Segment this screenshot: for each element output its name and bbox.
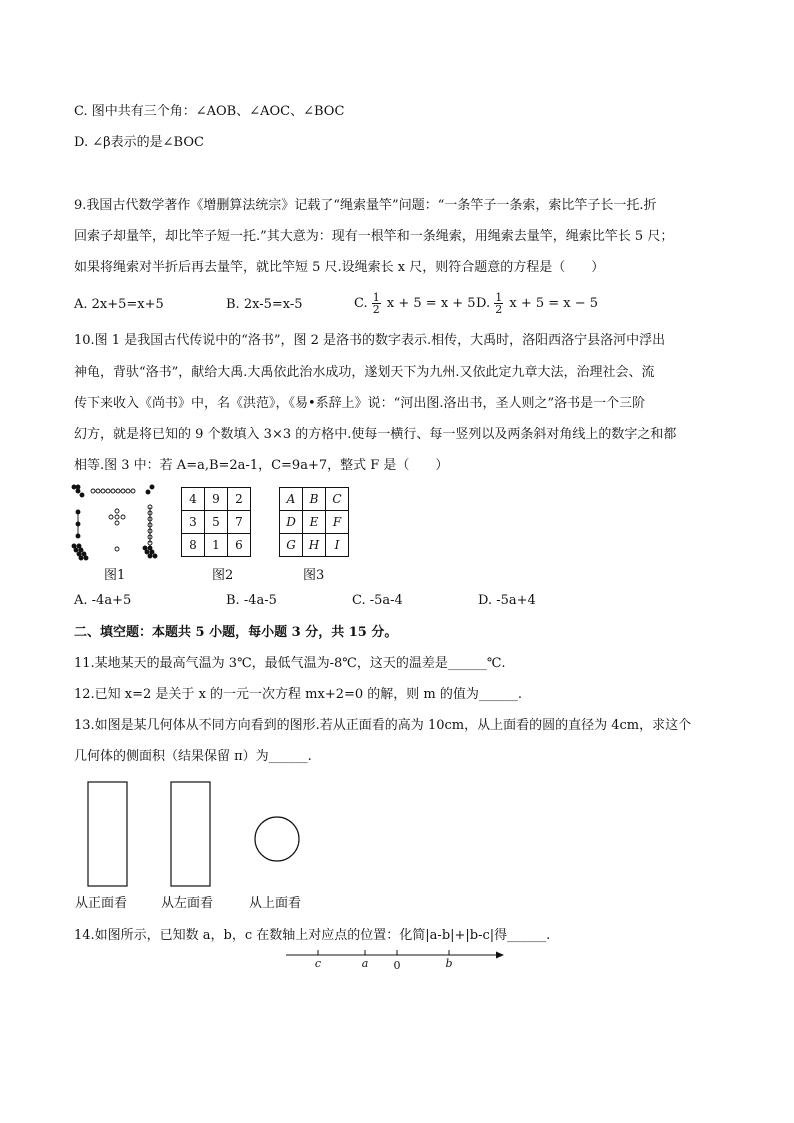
fraction-numerator: 1 [495, 291, 503, 304]
grid3-cell: A [280, 488, 303, 511]
q9-text-line3: 如果将绳索对半折后再去量竿，就比竿短 5 尺.设绳索长 x 尺，则符合题意的方程是（ ） [74, 260, 605, 275]
grid3-cell: E [303, 511, 326, 534]
q8-option-d: D. ∠β表示的是∠BOC [74, 135, 204, 150]
q9-text-line1: 9.我国古代数学著作《增删算法统宗》记载了“绳索量竿”问题：“一条竿子一条索，索比竿子长一托.折 [74, 198, 657, 213]
left-view-label: 从左面看 [161, 896, 214, 911]
grid2-cell: 7 [228, 511, 251, 534]
grid2-cell: 2 [228, 488, 251, 511]
q10-option-a: A. -4a+5 [74, 593, 132, 608]
q9-option-d-prefix: D. [476, 296, 491, 311]
grid3-cell: I [326, 534, 349, 557]
number-line-label-a: a [361, 957, 369, 970]
q9-option-b: B. 2x-5=x-5 [226, 297, 303, 312]
q13-text-line1: 13.如图是某几何体从不同方向看到的图形.若从正面看的高为 10cm，从上面看的圆的直径为 4cm，求这个 [74, 718, 692, 733]
top-view-label: 从上面看 [249, 896, 302, 911]
number-line-label-0: 0 [393, 959, 401, 972]
left-view-rectangle [171, 782, 210, 886]
grid2-cell: 1 [205, 534, 228, 557]
q9-text-line2: 回索子却量竿，却比竿子短一托.”其大意为：现有一根竿和一条绳索，用绳索去量竿，绳索比竿长 5 尺； [74, 229, 674, 244]
grid3-cell: H [303, 534, 326, 557]
q9-option-d-fraction [494, 292, 503, 315]
luoshu-number-grid [181, 487, 251, 557]
grid2-cell: 9 [205, 488, 228, 511]
q10-text-line3: 传下来收入《尚书》中，名《洪范》，《易•系辞上》说：“河出图.洛出书，圣人则之”洛书是一个三阶 [74, 396, 646, 411]
fraction-numerator: 1 [372, 291, 380, 304]
q10-text-line4: 幻方，就是将已知的 9 个数填入 3×3 的方格中.使每一横行、每一竖列以及两条斜对角线上的数字之和都 [74, 427, 677, 442]
q10-text-line2: 神龟，背驮“洛书”，献给大禹.大禹依此治水成功，遂划天下为九州.又依此定九章大法，治理社会、流 [74, 365, 655, 380]
fraction-denominator: 2 [372, 303, 380, 316]
q11-text: 11.某地某天的最高气温为 3℃，最低气温为-8℃，这天的温差是______℃. [74, 656, 506, 671]
q12-text: 12.已知 x=2 是关于 x 的一元一次方程 mx+2=0 的解，则 m 的值为______. [74, 687, 523, 702]
q10-option-b: B. -4a-5 [226, 593, 277, 608]
grid3-cell: D [280, 511, 303, 534]
grid2-cell: 5 [205, 511, 228, 534]
grid2-cell: 6 [228, 534, 251, 557]
q9-option-d [476, 292, 598, 315]
figure-2-label: 图2 [212, 568, 234, 583]
section-2-heading: 二、填空题：本题共 5 小题，每小题 3 分，共 15 分。 [74, 625, 398, 640]
q9-option-a: A. 2x+5=x+5 [74, 297, 164, 312]
q9-option-c-fraction [372, 292, 381, 315]
grid2-cell: 3 [182, 511, 205, 534]
front-view-label: 从正面看 [75, 896, 128, 911]
q9-option-d-rest: x + 5 = x − 5 [509, 296, 599, 311]
grid3-cell: F [326, 511, 349, 534]
figure-1-label: 图1 [104, 568, 126, 583]
fraction-denominator: 2 [495, 303, 503, 316]
grid3-cell: G [280, 534, 303, 557]
top-view-circle [255, 817, 299, 861]
number-line-label-c: c [314, 957, 322, 970]
grid3-cell: C [326, 488, 349, 511]
q10-text-line5: 相等.图 3 中：若 A=a,B=2a-1，C=9a+7，整式 F 是（ ） [74, 458, 449, 473]
front-view-rectangle [88, 782, 127, 886]
q10-option-d: D. -5a+4 [478, 593, 536, 608]
q8-option-c: C. 图中共有三个角：∠AOB、∠AOC、∠BOC [74, 104, 345, 119]
letter-grid [279, 487, 349, 557]
grid3-cell: B [303, 488, 326, 511]
q9-option-c-rest: x + 5 = x + 5 [386, 296, 476, 311]
q9-option-c [354, 292, 476, 315]
q9-option-c-prefix: C. [354, 296, 368, 311]
q13-text-line2: 几何体的侧面积（结果保留 π）为______. [74, 749, 312, 764]
grid2-cell: 4 [182, 488, 205, 511]
q10-text-line1: 10.图 1 是我国古代传说中的“洛书”，图 2 是洛书的数字表示.相传，大禹时，洛阳西洛宁县洛河中浮出 [74, 333, 666, 348]
figure-3-label: 图3 [303, 568, 325, 583]
number-line-label-b: b [445, 957, 453, 970]
grid2-cell: 8 [182, 534, 205, 557]
q14-text: 14.如图所示，已知数 a，b，c 在数轴上对应点的位置：化简|a-b|+|b-c|得______. [74, 928, 551, 943]
q10-option-c: C. -5a-4 [352, 593, 403, 608]
